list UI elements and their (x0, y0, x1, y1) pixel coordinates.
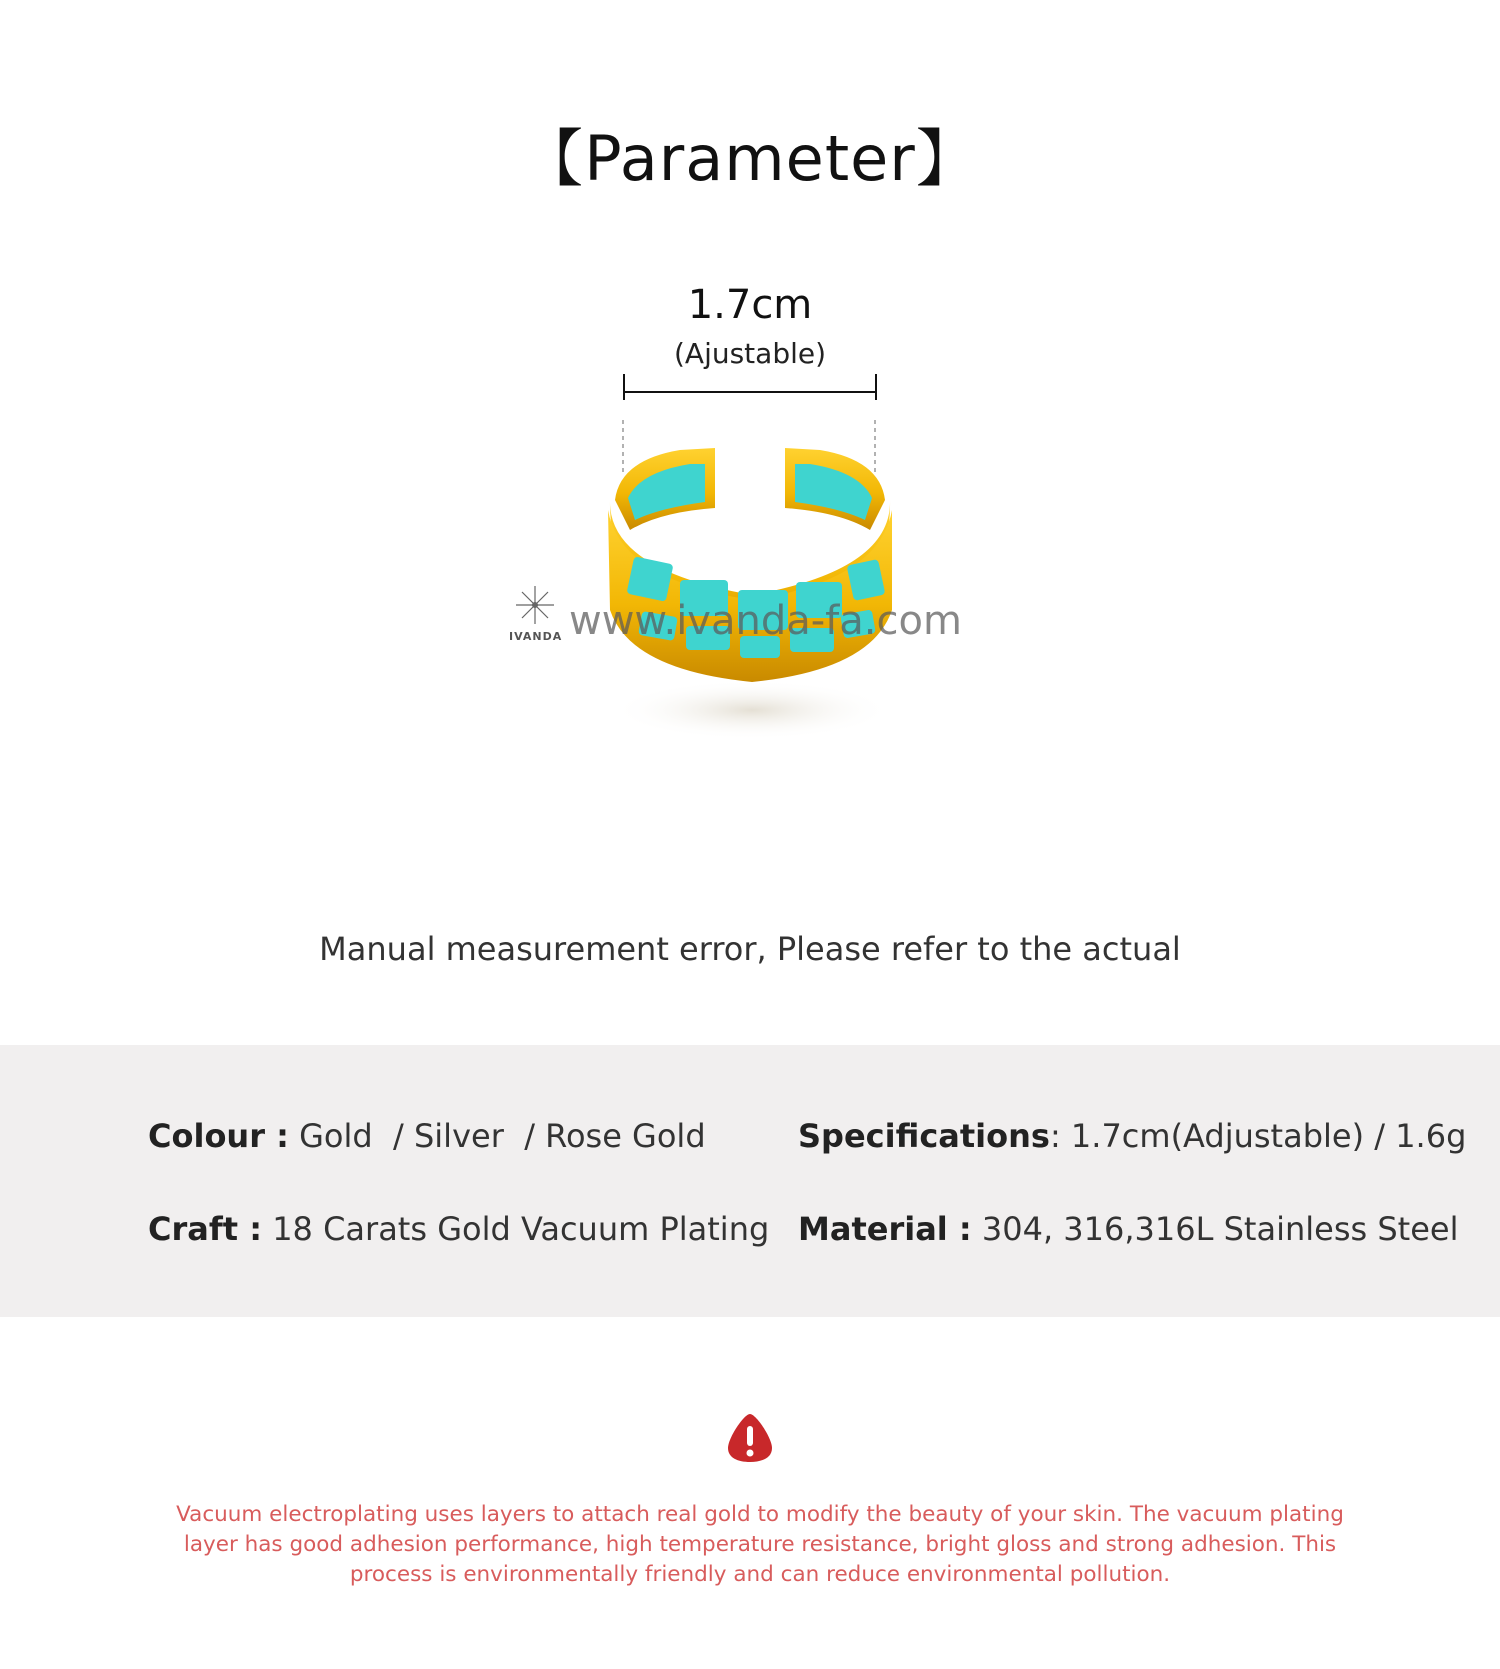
spec-craft (148, 1210, 770, 1248)
spec-colour-value: Gold / Silver / Rose Gold (299, 1117, 706, 1155)
spec-specifications (798, 1117, 1467, 1155)
spec-craft-value: 18 Carats Gold Vacuum Plating (272, 1210, 770, 1248)
spec-colour-label: Colour : (148, 1117, 289, 1155)
exclamation-icon (726, 1412, 774, 1464)
watermark-brand: IVANDA (509, 630, 563, 643)
measurement-value: 1.7cm (687, 282, 813, 328)
spec-panel (0, 1045, 1500, 1317)
watermark (505, 580, 965, 650)
spec-craft-label: Craft : (148, 1210, 263, 1248)
spec-material-label: Material : (798, 1210, 972, 1248)
spec-specifications-value: : 1.7cm(Adjustable) / 1.6g (1049, 1117, 1467, 1155)
dimension-line (623, 374, 877, 400)
plating-warning-text: Vacuum electroplating uses layers to attach real gold to modify the beauty of your skin. The vacuum plating layer has good adhesion performance, high temperature resistance, bright gloss and strong adhesion. This process is environmentally friendly and can reduce environmental pollution. (176, 1502, 1344, 1587)
spec-colour (148, 1117, 706, 1155)
spec-specifications-label: Specifications (798, 1117, 1050, 1155)
spec-material (798, 1210, 1459, 1248)
measurement-disclaimer: Manual measurement error, Please refer to the actual (319, 930, 1181, 968)
measurement-note: (Ajustable) (673, 337, 827, 370)
spec-material-value: 304, 316,316L Stainless Steel (981, 1210, 1459, 1248)
page-title: 【Parameter】 (521, 122, 979, 195)
watermark-url: www.ivanda-fa.com (569, 598, 962, 644)
